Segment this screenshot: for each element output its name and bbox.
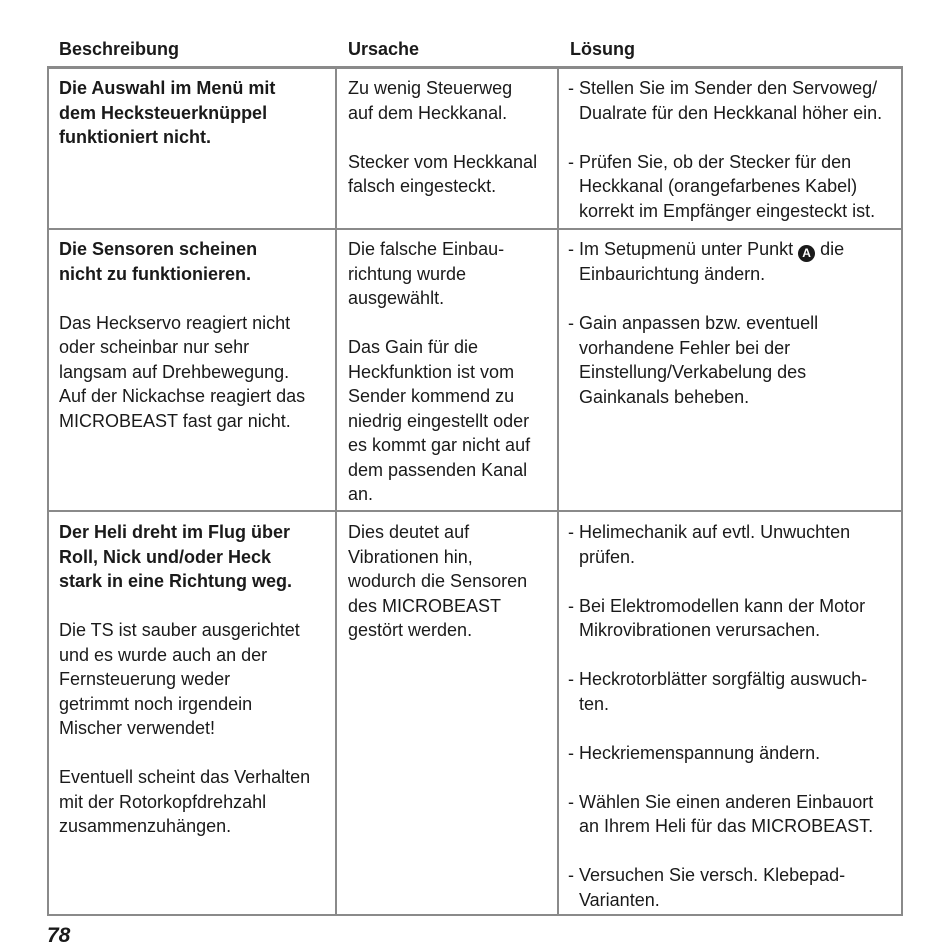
solution-line: - Versuchen Sie versch. Klebepad- [568,865,846,885]
text-span: die [815,239,845,259]
text-line: stark in eine Richtung weg. [59,571,293,591]
solution-line: Einbaurichtung ändern. [579,264,766,284]
row-divider [47,228,903,230]
header-description: Beschreibung [59,39,180,59]
column-divider [335,66,337,916]
text-line: Dies deutet auf [348,522,470,542]
text-line: des MICROBEAST [348,595,502,616]
text-line: falsch eingesteckt. [348,176,497,196]
row-3-solution [568,520,898,912]
text-line: dem Hecksteuerknüppel [59,102,268,123]
text-line: wodurch die Sensoren [348,571,528,591]
row-2-description [59,237,329,433]
text-line: Vibrationen hin, [348,546,473,567]
text-line: Das Heckservo reagiert nicht [59,312,291,333]
text-line: Auf der Nickachse reagiert das [59,386,306,406]
page-number: 78 [47,924,71,947]
text-line: funktioniert nicht. [59,127,211,147]
text-line: Fernsteuerung weder [59,669,231,689]
solution-line: Mikrovibrationen verursachen. [579,620,821,640]
text-line: getrimmt noch irgendein [59,693,253,714]
solution-line: Einstellung/Verkabelung des [579,362,807,382]
solution-line: - Wählen Sie einen anderen Einbauort [568,791,874,812]
row-3-description [59,520,329,839]
text-line: ausgewählt. [348,288,445,308]
text-line: Stecker vom Heckkanal [348,151,538,172]
text-line: MICROBEAST fast gar nicht. [59,410,291,431]
solution-line: vorhandene Fehler bei der [579,337,791,358]
text-line: Die Auswahl im Menü mit [59,78,276,98]
text-line: es kommt gar nicht auf [348,435,531,455]
text-line: Eventuell scheint das Verhalten [59,767,311,787]
solution-line: - Heckrotorblätter sorgfältig auswuch- [568,669,868,689]
text-line: Heckfunktion ist vom [348,361,515,382]
solution-line: Dualrate für den Heckkanal höher ein. [579,102,883,123]
table-right-border [901,66,903,916]
row-3-cause [348,520,553,643]
table-top-rule [47,66,903,69]
solution-line: korrekt im Empfänger eingesteckt ist. [579,200,876,221]
text-line: Der Heli dreht im Flug über [59,522,291,542]
solution-line: prüfen. [579,546,636,567]
text-line: richtung wurde [348,263,467,284]
text-line: Sender kommend zu [348,386,515,406]
solution-line: - Gain anpassen bzw. eventuell [568,313,819,333]
solution-line [568,237,898,262]
text-line: oder scheinbar nur sehr [59,337,250,357]
solution-line: ten. [579,693,610,714]
text-span: - Im Setupmenü unter Punkt [568,239,799,259]
solution-line: - Helimechanik auf evtl. Unwuchten [568,522,851,542]
text-line: Die Sensoren scheinen [59,239,258,259]
text-line: Roll, Nick und/oder Heck [59,546,272,567]
solution-line: - Bei Elektromodellen kann der Motor [568,595,866,616]
solution-line: Heckkanal (orangefarbenes Kabel) [579,176,858,196]
text-line: zusammenzuhängen. [59,816,232,836]
row-1-cause [348,76,553,199]
text-line: dem passenden Kanal [348,459,528,480]
text-line: an. [348,484,374,504]
row-divider [47,510,903,512]
row-1-description [59,76,329,150]
table-left-border [47,66,49,916]
text-line: und es wurde auch an der [59,644,268,665]
solution-line: - Prüfen Sie, ob der Stecker für den [568,151,852,172]
column-divider [557,66,559,916]
text-line: niedrig eingestellt oder [348,410,530,431]
row-2-solution [568,237,898,409]
text-line: Die TS ist sauber ausgerichtet [59,620,300,640]
text-line: mit der Rotorkopfdrehzahl [59,791,267,812]
row-2-cause [348,237,553,507]
row-1-solution [568,76,898,223]
solution-line: - Stellen Sie im Sender den Servoweg/ [568,78,878,98]
setup-point-a-badge: A [798,245,815,262]
text-line: Die falsche Einbau- [348,239,505,259]
text-line: gestört werden. [348,620,473,640]
solution-line: - Heckriemenspannung ändern. [568,742,821,763]
header-cause: Ursache [348,39,420,59]
solution-line: Varianten. [579,889,660,910]
text-line: Das Gain für die [348,337,479,357]
text-line: auf dem Heckkanal. [348,102,508,123]
text-line: Mischer verwendet! [59,718,216,738]
solution-line: an Ihrem Heli für das MICROBEAST. [579,816,874,836]
table-bottom-rule [47,914,903,916]
header-solution: Lösung [570,39,635,59]
text-line: nicht zu funktionieren. [59,263,251,284]
text-line: langsam auf Drehbewegung. [59,361,290,382]
text-line: Zu wenig Steuerweg [348,78,513,98]
solution-line: Gainkanals beheben. [579,386,750,407]
